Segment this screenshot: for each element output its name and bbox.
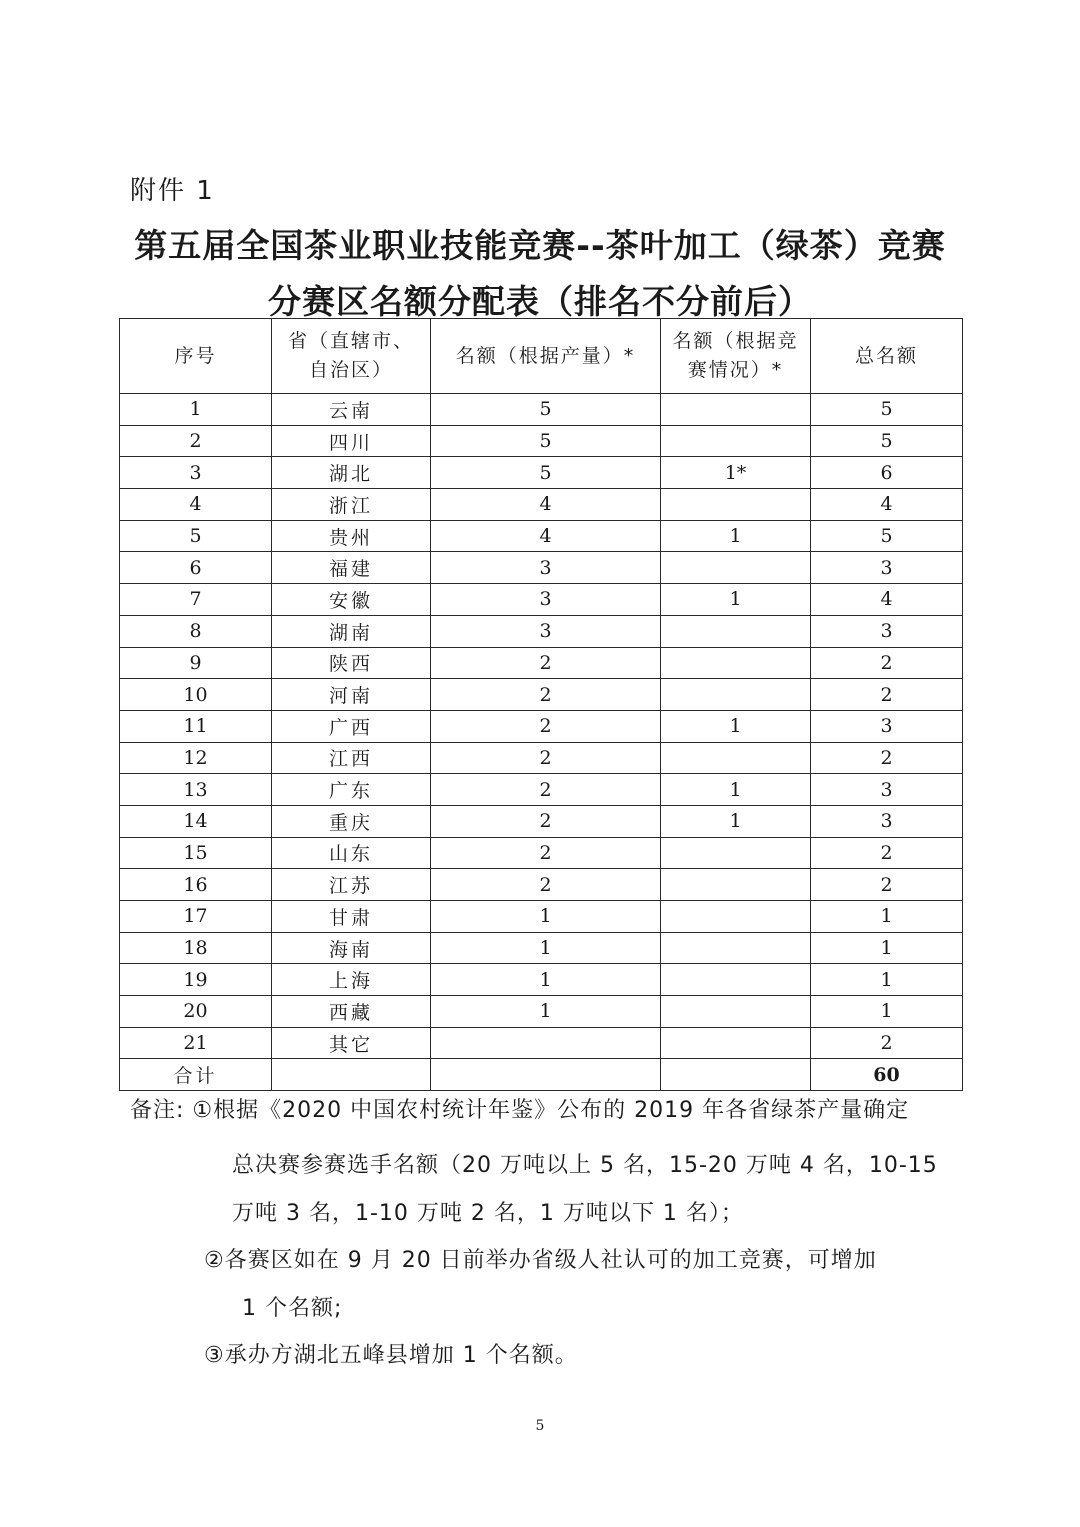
- cell-total-quota: 6: [811, 457, 963, 489]
- cell-total-quota: 4: [811, 584, 963, 616]
- cell-province: 江西: [272, 742, 431, 774]
- cell-province: 河南: [272, 679, 431, 711]
- cell-province: 四川: [272, 425, 431, 457]
- note-line-5: 1 个名额;: [242, 1296, 343, 1321]
- table-row: [120, 837, 963, 869]
- table-row: [120, 964, 963, 996]
- cell-quota-by-output: 1: [431, 932, 661, 964]
- cell-quota-by-output: 5: [431, 394, 661, 426]
- cell-quota-by-output: 4: [431, 489, 661, 521]
- cell-province: 福建: [272, 552, 431, 584]
- cell-total-quota: 3: [811, 615, 963, 647]
- cell-quota-by-contest: [661, 489, 811, 521]
- note-line-6: ③承办方湖北五峰县增加 1 个名额。: [204, 1343, 578, 1368]
- cell-index: 1: [120, 394, 272, 426]
- cell-index: 9: [120, 647, 272, 679]
- note-line-1: 备注: ①根据《2020 中国农村统计年鉴》公布的 2019 年各省绿茶产量确定: [130, 1098, 910, 1123]
- header-by-output: 名额（根据产量）*: [431, 319, 661, 394]
- cell-quota-by-contest: [661, 425, 811, 457]
- cell-total-quota: 3: [811, 552, 963, 584]
- cell-total-quota: 2: [811, 679, 963, 711]
- table-row: [120, 425, 963, 457]
- table-row: [120, 489, 963, 521]
- cell-quota-by-contest: [661, 932, 811, 964]
- cell-quota-by-contest: 1: [661, 710, 811, 742]
- cell-province: 陕西: [272, 647, 431, 679]
- table-row: [120, 774, 963, 806]
- cell-quota-by-output: 2: [431, 869, 661, 901]
- header-province-line-2: 自治区）: [308, 359, 393, 381]
- cell-total-quota: 5: [811, 425, 963, 457]
- cell-index: 19: [120, 964, 272, 996]
- header-index: 序号: [120, 319, 272, 394]
- table-row: [120, 805, 963, 837]
- cell-province: 安徽: [272, 584, 431, 616]
- cell-quota-by-output: 1: [431, 901, 661, 933]
- cell-quota-by-contest: 1: [661, 805, 811, 837]
- quota-table: [119, 318, 963, 1091]
- cell-quota-by-contest: [661, 996, 811, 1028]
- table-row: [120, 901, 963, 933]
- cell-quota-by-output: 1: [431, 996, 661, 1028]
- note-line-4: ②各赛区如在 9 月 20 日前举办省级人社认可的加工竞赛，可增加: [204, 1248, 877, 1273]
- cell-index: 14: [120, 805, 272, 837]
- cell-quota-by-output: [431, 1027, 661, 1059]
- cell-quota-by-contest: [661, 394, 811, 426]
- cell-quota-by-output: 3: [431, 615, 661, 647]
- cell-total-quota: 5: [811, 394, 963, 426]
- cell-total-quota: 1: [811, 901, 963, 933]
- cell-province: 山东: [272, 837, 431, 869]
- cell-quota-by-output: 2: [431, 837, 661, 869]
- table-row: [120, 457, 963, 489]
- table-total-row: [120, 1059, 963, 1091]
- cell-quota-by-contest: [661, 552, 811, 584]
- table-row: [120, 394, 963, 426]
- document-title-line-1: 第五届全国茶业职业技能竞赛--茶叶加工（绿茶）竞赛: [134, 226, 946, 265]
- cell-quota-by-contest: 1: [661, 520, 811, 552]
- cell-province: 广东: [272, 774, 431, 806]
- cell-province: 江苏: [272, 869, 431, 901]
- cell-total-quota: 2: [811, 742, 963, 774]
- cell-total-quota: 2: [811, 837, 963, 869]
- cell-index: 20: [120, 996, 272, 1028]
- cell-province: 浙江: [272, 489, 431, 521]
- cell-quota-by-contest: [661, 742, 811, 774]
- cell-index: 6: [120, 552, 272, 584]
- cell-quota-by-contest: 1*: [661, 457, 811, 489]
- cell-province: 湖北: [272, 457, 431, 489]
- cell-quota-by-contest: [661, 615, 811, 647]
- cell-quota-by-output: 2: [431, 679, 661, 711]
- header-province: [272, 319, 431, 394]
- cell-quota-by-output: 4: [431, 520, 661, 552]
- cell-quota-by-contest: 1: [661, 584, 811, 616]
- header-total: 总名额: [811, 319, 963, 394]
- cell-total-quota: 1: [811, 932, 963, 964]
- table-row: [120, 584, 963, 616]
- cell-province: 湖南: [272, 615, 431, 647]
- cell-province: 海南: [272, 932, 431, 964]
- note-line-3: 万吨 3 名，1-10 万吨 2 名，1 万吨以下 1 名）；: [232, 1201, 744, 1226]
- cell-total-quota: 3: [811, 710, 963, 742]
- cell-province: 上海: [272, 964, 431, 996]
- page-number: 5: [535, 1418, 545, 1434]
- cell-province: 贵州: [272, 520, 431, 552]
- total-empty-cell: [272, 1059, 431, 1091]
- header-by-contest-line-2: 赛情况）*: [687, 359, 784, 381]
- cell-quota-by-output: 1: [431, 964, 661, 996]
- cell-total-quota: 3: [811, 774, 963, 806]
- cell-quota-by-output: 2: [431, 774, 661, 806]
- cell-total-quota: 2: [811, 1027, 963, 1059]
- cell-quota-by-output: 3: [431, 552, 661, 584]
- cell-index: 17: [120, 901, 272, 933]
- total-label: 合计: [120, 1059, 272, 1091]
- table-row: [120, 520, 963, 552]
- table-row: [120, 710, 963, 742]
- cell-total-quota: 3: [811, 805, 963, 837]
- cell-index: 13: [120, 774, 272, 806]
- header-by-contest-line-1: 名额（根据竞: [672, 330, 799, 352]
- cell-index: 2: [120, 425, 272, 457]
- cell-total-quota: 5: [811, 520, 963, 552]
- cell-province: 其它: [272, 1027, 431, 1059]
- cell-quota-by-output: 2: [431, 647, 661, 679]
- cell-quota-by-contest: [661, 869, 811, 901]
- total-empty-cell: [431, 1059, 661, 1091]
- total-value: 60: [811, 1059, 963, 1091]
- cell-province: 重庆: [272, 805, 431, 837]
- attachment-label: 附件 1: [130, 176, 215, 206]
- cell-index: 8: [120, 615, 272, 647]
- cell-quota-by-output: 2: [431, 710, 661, 742]
- cell-quota-by-output: 3: [431, 584, 661, 616]
- total-empty-cell: [661, 1059, 811, 1091]
- cell-quota-by-contest: [661, 679, 811, 711]
- table-row: [120, 679, 963, 711]
- cell-quota-by-output: 5: [431, 457, 661, 489]
- cell-total-quota: 1: [811, 996, 963, 1028]
- table-row: [120, 742, 963, 774]
- cell-index: 4: [120, 489, 272, 521]
- cell-index: 3: [120, 457, 272, 489]
- cell-index: 11: [120, 710, 272, 742]
- cell-total-quota: 4: [811, 489, 963, 521]
- cell-index: 15: [120, 837, 272, 869]
- table-body: [120, 394, 963, 1059]
- cell-quota-by-contest: [661, 1027, 811, 1059]
- note-line-2: 总决赛参赛选手名额（20 万吨以上 5 名，15-20 万吨 4 名，10-15: [232, 1153, 938, 1178]
- cell-quota-by-contest: 1: [661, 774, 811, 806]
- cell-index: 5: [120, 520, 272, 552]
- cell-province: 广西: [272, 710, 431, 742]
- cell-total-quota: 1: [811, 964, 963, 996]
- table-row: [120, 647, 963, 679]
- cell-index: 12: [120, 742, 272, 774]
- table-row: [120, 552, 963, 584]
- cell-quota-by-contest: [661, 647, 811, 679]
- cell-quota-by-output: 2: [431, 742, 661, 774]
- cell-index: 16: [120, 869, 272, 901]
- cell-quota-by-contest: [661, 837, 811, 869]
- table-row: [120, 996, 963, 1028]
- cell-index: 7: [120, 584, 272, 616]
- cell-index: 21: [120, 1027, 272, 1059]
- cell-quota-by-output: 2: [431, 805, 661, 837]
- cell-quota-by-contest: [661, 901, 811, 933]
- cell-index: 10: [120, 679, 272, 711]
- cell-total-quota: 2: [811, 647, 963, 679]
- cell-index: 18: [120, 932, 272, 964]
- document-title-line-2: 分赛区名额分配表（排名不分前后）: [268, 282, 812, 321]
- cell-total-quota: 2: [811, 869, 963, 901]
- cell-quota-by-contest: [661, 964, 811, 996]
- table-row: [120, 932, 963, 964]
- header-by-contest: [661, 319, 811, 394]
- table-row: [120, 615, 963, 647]
- table-row: [120, 1027, 963, 1059]
- header-province-line-1: 省（直辖市、: [287, 330, 414, 352]
- cell-province: 云南: [272, 394, 431, 426]
- cell-province: 甘肃: [272, 901, 431, 933]
- cell-quota-by-output: 5: [431, 425, 661, 457]
- table-header-row: [120, 319, 963, 394]
- cell-province: 西藏: [272, 996, 431, 1028]
- table-row: [120, 869, 963, 901]
